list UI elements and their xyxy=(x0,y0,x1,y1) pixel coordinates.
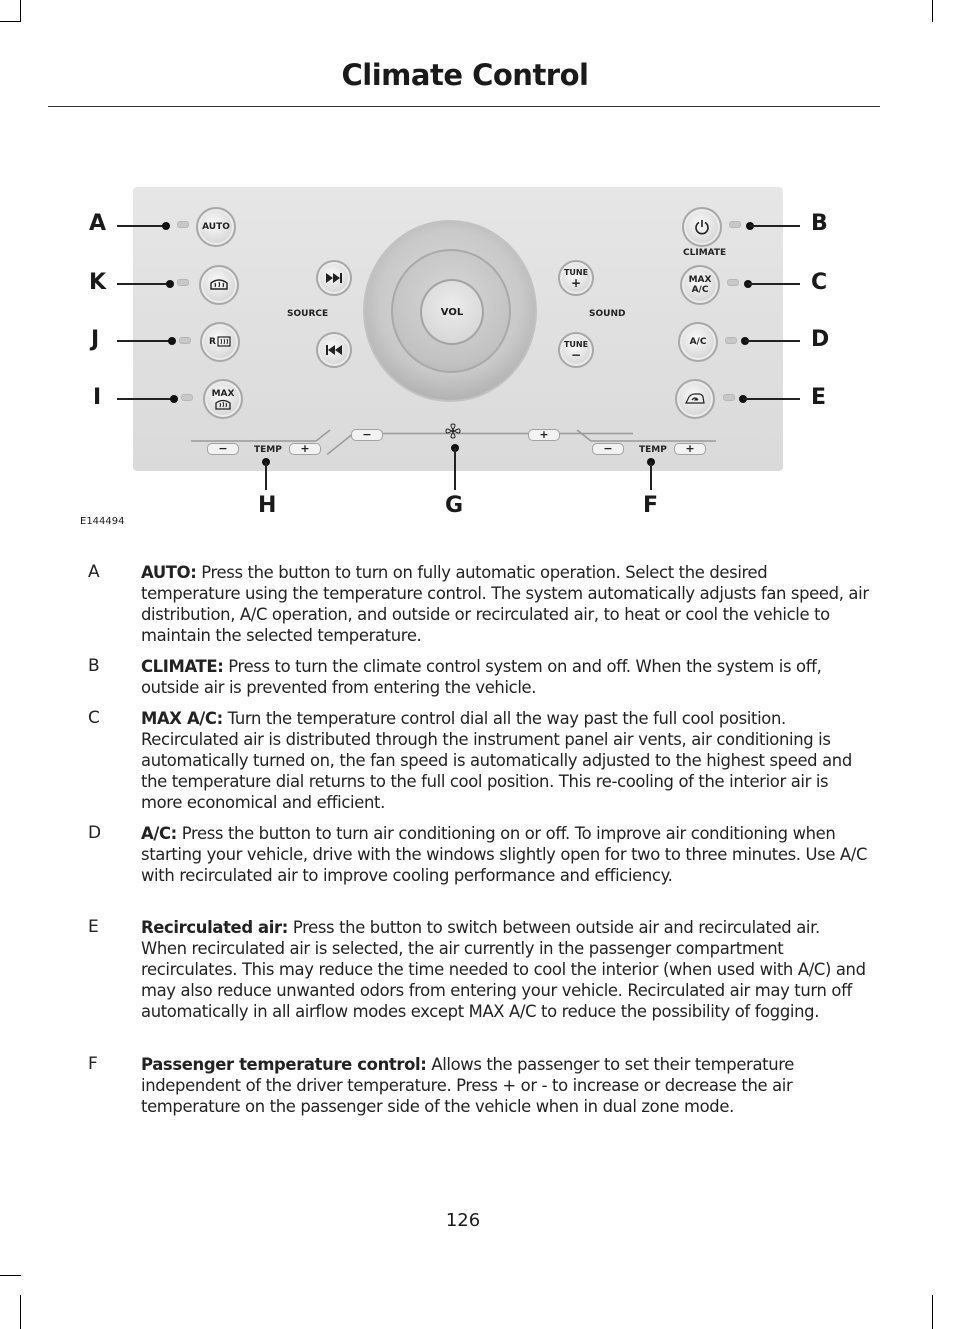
leader-line-j xyxy=(117,340,171,342)
description-letter: C xyxy=(88,708,100,728)
crop-mark xyxy=(932,0,933,22)
description-body: Press to turn the climate control system on and off. When the system is off, outside air is prevented from entering the vehicle. xyxy=(141,657,822,697)
leader-line-b xyxy=(750,225,800,227)
driver-temp-up-button[interactable] xyxy=(289,443,321,455)
seek-back-button[interactable] xyxy=(316,332,352,368)
max-ac-label-line2: A/C xyxy=(691,285,709,295)
rear-defrost-indicator-led xyxy=(179,337,191,344)
description-body: Turn the temperature control dial all the way past the full cool position. Recirculated air is distributed through the instrument panel air vents, air conditioning is automatically turned on, the fan speed is automatically adjusted to the highest speed and the temperature dial returns to the full cool position. This re-cooling of the interior air is more economical and efficient. xyxy=(141,709,852,812)
fan-minus: − xyxy=(362,428,372,441)
vol-label: VOL xyxy=(440,306,464,318)
max-defrost-button[interactable] xyxy=(203,379,243,419)
climate-label: CLIMATE xyxy=(683,248,727,258)
leader-line-g xyxy=(454,448,456,490)
leader-line-i xyxy=(117,398,173,400)
description-term: CLIMATE: xyxy=(141,657,224,676)
tune-down-button[interactable] xyxy=(558,332,594,368)
leader-line-f xyxy=(650,462,652,490)
front-defrost-button[interactable] xyxy=(199,265,239,305)
fan-speed-up-button[interactable] xyxy=(528,429,560,441)
passenger-temp-label: TEMP xyxy=(639,445,667,455)
leader-dot-k xyxy=(166,280,174,288)
seek-forward-icon xyxy=(325,272,343,284)
page-title: Climate Control xyxy=(341,58,589,92)
climate-indicator-led xyxy=(729,221,741,228)
callout-g: G xyxy=(445,493,464,518)
leader-line-a xyxy=(117,225,165,227)
ac-button-label: A/C xyxy=(689,337,707,347)
source-label: SOURCE xyxy=(287,309,329,319)
title-divider xyxy=(48,106,880,107)
seek-back-icon xyxy=(325,344,343,356)
callout-h: H xyxy=(258,493,277,518)
description-term: MAX A/C: xyxy=(141,709,223,728)
driver-temp-down-button[interactable] xyxy=(207,443,239,455)
rear-defrost-button[interactable] xyxy=(200,322,240,362)
auto-button[interactable] xyxy=(196,207,236,247)
auto-button-label: AUTO xyxy=(202,222,230,232)
description-text xyxy=(141,656,869,698)
callout-j: J xyxy=(91,327,100,352)
passenger-temp-down-button[interactable] xyxy=(592,443,624,455)
tune-down-label: TUNE xyxy=(563,340,589,349)
description-body: Allows the passenger to set their temperature independent of the driver temperature. Press + or - to increase or decrease the air temperature on the passenger side of the vehicle when in dual zone mode. xyxy=(141,1055,795,1116)
fan-plus: + xyxy=(539,428,549,441)
description-letter: B xyxy=(88,656,100,676)
max-defrost-label: MAX xyxy=(211,388,235,399)
rear-defrost-icon xyxy=(217,336,231,348)
description-body: Press the button to turn air conditioning on or off. To improve air conditioning when starting your vehicle, drive with the windows slightly open for two to three minutes. Use A/C with recirculated air to improve cooling performance and efficiency. xyxy=(141,824,868,885)
passenger-temp-minus: − xyxy=(603,442,613,455)
passenger-temp-plus: + xyxy=(685,442,695,455)
passenger-temp-bar xyxy=(576,429,716,443)
rear-defrost-letter: R xyxy=(209,337,216,347)
figure-id: E144494 xyxy=(80,516,125,527)
ac-indicator-led xyxy=(725,337,737,344)
description-text xyxy=(141,1054,869,1117)
seek-forward-button[interactable] xyxy=(316,260,352,296)
leader-dot-a xyxy=(162,222,170,230)
leader-dot-j xyxy=(168,337,176,345)
leader-dot-i xyxy=(170,395,178,403)
passenger-temp-up-button[interactable] xyxy=(674,443,706,455)
leader-line-k xyxy=(117,283,169,285)
recirculation-indicator-led xyxy=(723,394,735,401)
fan-speed-down-button[interactable] xyxy=(351,429,383,441)
tune-up-label: TUNE xyxy=(563,268,589,277)
max-ac-button[interactable] xyxy=(680,265,720,305)
ac-button[interactable] xyxy=(678,322,718,362)
control-panel xyxy=(133,187,783,471)
max-ac-label-line1: MAX xyxy=(688,275,712,285)
callout-c: C xyxy=(811,270,828,295)
crop-mark xyxy=(0,1275,21,1276)
driver-temp-minus: − xyxy=(218,442,228,455)
callout-e: E xyxy=(811,385,827,410)
max-ac-indicator-led xyxy=(727,279,739,286)
description-text xyxy=(141,562,869,646)
driver-temp-bar xyxy=(191,429,331,443)
description-body: Press the button to switch between outside air and recirculated air. When recirculated air is selected, the air currently in the passenger compartment recirculates. This may reduce the time needed to cool the interior (when used with A/C) and may also reduce unwanted odors from entering your vehicle. Recirculated air may turn off automatically in all airflow modes except MAX A/C to reduce the possibility of fogging. xyxy=(141,918,866,1021)
description-letter: A xyxy=(88,562,100,582)
callout-i: I xyxy=(93,385,102,410)
leader-line-h xyxy=(265,462,267,490)
page-number: 126 xyxy=(445,1210,481,1231)
description-letter: D xyxy=(88,823,102,843)
auto-indicator-led xyxy=(177,221,189,228)
description-text xyxy=(141,823,869,886)
callout-d: D xyxy=(811,327,830,352)
description-letter: F xyxy=(88,1054,98,1074)
description-term: Recirculated air: xyxy=(141,918,288,937)
recirculation-button[interactable] xyxy=(675,379,715,419)
leader-line-d xyxy=(745,340,800,342)
power-icon xyxy=(694,219,710,235)
tune-up-button[interactable] xyxy=(558,260,594,296)
description-text xyxy=(141,708,869,813)
leader-line-e xyxy=(743,398,800,400)
recirculation-icon xyxy=(684,393,706,405)
max-defrost-indicator-led xyxy=(181,394,193,401)
description-term: A/C: xyxy=(141,824,177,843)
volume-knob-center[interactable] xyxy=(420,279,484,345)
tune-down-minus: − xyxy=(570,348,582,362)
climate-power-button[interactable] xyxy=(682,207,722,247)
crop-mark xyxy=(932,1295,933,1329)
description-term: Passenger temperature control: xyxy=(141,1055,427,1074)
max-defrost-icon xyxy=(215,399,231,410)
climate-control-figure xyxy=(75,175,865,525)
description-letter: E xyxy=(88,917,99,937)
front-defrost-icon xyxy=(210,278,228,292)
front-defrost-indicator-led xyxy=(177,279,189,286)
sound-label: SOUND xyxy=(589,309,626,319)
description-term: AUTO: xyxy=(141,563,197,582)
description-body: Press the button to turn on fully automatic operation. Select the desired temperature using the temperature control. The system automatically adjusts fan speed, air distribution, A/C operation, and outside or recirculated air, to heat or cool the vehicle to maintain the selected temperature. xyxy=(141,563,869,645)
callout-f: F xyxy=(643,493,659,518)
driver-temp-label: TEMP xyxy=(254,445,282,455)
fan-icon xyxy=(445,423,461,439)
driver-temp-plus: + xyxy=(300,442,310,455)
leader-line-c xyxy=(748,283,800,285)
callout-a: A xyxy=(89,211,107,236)
crop-mark xyxy=(20,1295,21,1329)
callout-k: K xyxy=(89,270,107,295)
description-text xyxy=(141,917,869,1022)
crop-mark xyxy=(20,0,21,22)
callout-b: B xyxy=(811,211,828,236)
crop-mark xyxy=(0,21,21,22)
tune-up-plus: + xyxy=(570,276,582,290)
